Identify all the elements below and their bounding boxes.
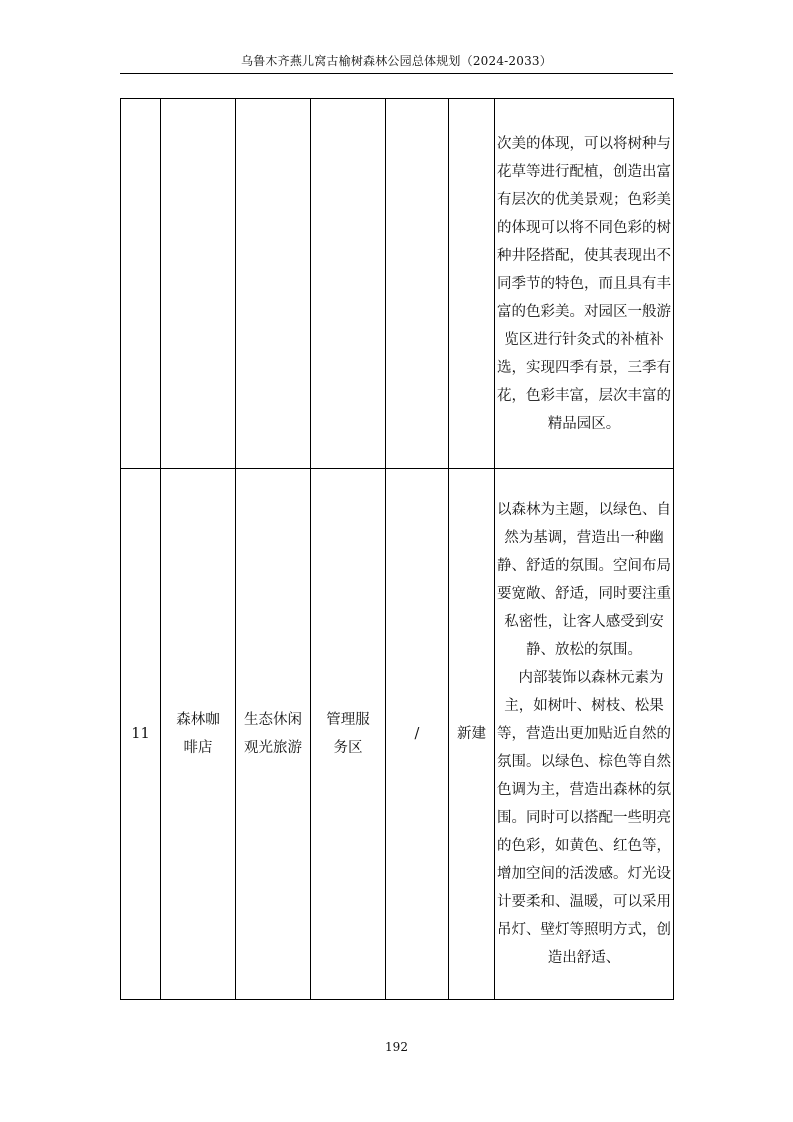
cell-type: 新建 bbox=[449, 469, 495, 1000]
cell-type bbox=[449, 99, 495, 469]
cell-zone bbox=[311, 99, 386, 469]
cell-size bbox=[386, 99, 449, 469]
cell-name bbox=[161, 99, 236, 469]
cell-function bbox=[236, 99, 311, 469]
description-paragraph: 次美的体现，可以将树种与花草等进行配植，创造出富有层次的优美景观；色彩美的体现可以将不同色彩的树种井陉搭配，使其表现出不同季节的特色，而且具有丰富的色彩美。对园区一般游览区进行针灸式的补植补选，实现四季有景，三季有花，色彩丰富，层次丰富的精品园区。 bbox=[497, 135, 671, 432]
cell-name: 森林咖啡店 bbox=[161, 469, 236, 1000]
header-rule bbox=[120, 73, 673, 74]
cell-index bbox=[121, 99, 161, 469]
cell-size: / bbox=[386, 469, 449, 1000]
cell-description bbox=[495, 469, 674, 1000]
table-row bbox=[121, 99, 674, 469]
running-header: 乌鲁木齐燕儿窝古榆树森林公园总体规划（2024-2033） bbox=[241, 54, 552, 68]
page-number: 192 bbox=[385, 1040, 408, 1054]
description-paragraph: 内部装饰以森林元素为主，如树叶、树枝、松果等，营造出更加贴近自然的氛围。以绿色、棕色等自然色调为主，营造出森林的氛围。同时可以搭配一些明亮的色彩，如黄色、红色等，增加空间的活泼感。灯光设计要柔和、温暖，可以采用吊灯、壁灯等照明方式，创造出舒适、 bbox=[497, 670, 671, 966]
description-paragraph: 以森林为主题，以绿色、自然为基调，营造出一种幽静、舒适的氛围。空间布局要宽敞、舒适，同时要注重私密性，让客人感受到安静、放松的氛围。 bbox=[497, 502, 671, 658]
planning-table bbox=[120, 98, 674, 1000]
cell-zone: 管理服务区 bbox=[311, 469, 386, 1000]
cell-description bbox=[495, 99, 674, 469]
cell-function: 生态休闲观光旅游 bbox=[236, 469, 311, 1000]
cell-index: 11 bbox=[121, 469, 161, 1000]
table-row bbox=[121, 469, 674, 1000]
